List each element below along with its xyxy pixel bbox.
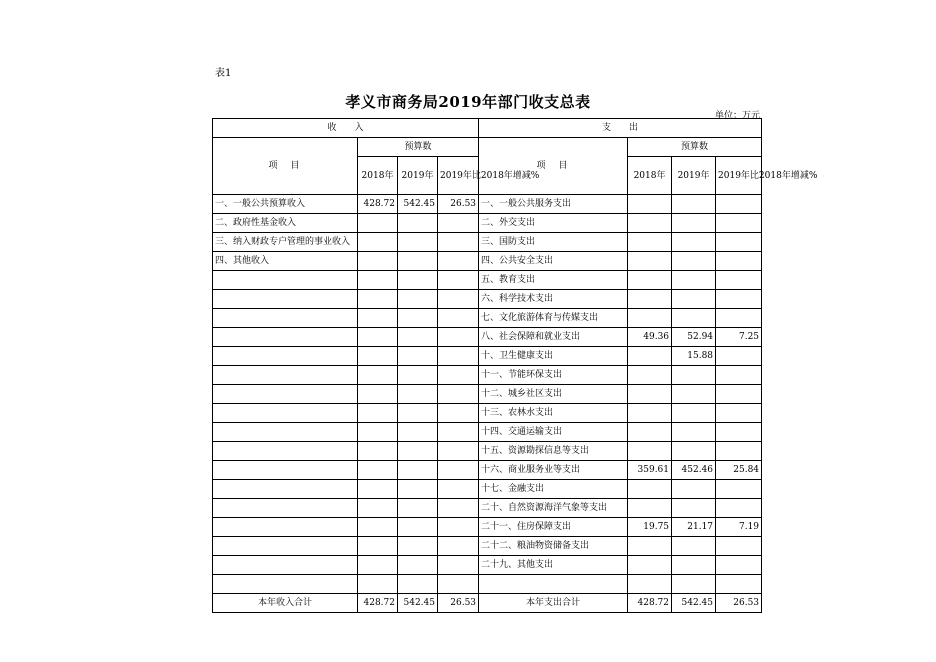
income-change-header: 2019年比2018年增减% [438,157,479,195]
expense-2018-value: 19.75 [628,518,672,537]
income-2018-value [358,366,398,385]
expense-change-value [716,423,762,442]
income-2019-value [398,290,438,309]
table-row [213,195,762,214]
income-2019-value [398,385,438,404]
expense-2018-value [628,271,672,290]
expense-change-value [716,347,762,366]
table-row [213,442,762,461]
expense-2018-value [628,290,672,309]
income-item-label [213,309,358,328]
expense-2018-value [628,195,672,214]
income-change-value [438,309,479,328]
expense-item-label: 十一、节能环保支出 [479,366,628,385]
table-row [213,575,762,594]
expense-2018-value [628,252,672,271]
table-row [213,404,762,423]
income-change-value [438,233,479,252]
expense-change-value [716,233,762,252]
income-item-label: 四、其他收入 [213,252,358,271]
income-2019-value [398,480,438,499]
income-change-value [438,537,479,556]
table-row [213,556,762,575]
budget-summary-table [212,118,818,613]
expense-item-label: 七、文化旅游体育与传媒支出 [479,309,628,328]
income-item-label [213,537,358,556]
expense-2018-value: 49.36 [628,328,672,347]
income-2019-value [398,404,438,423]
income-total-2018: 428.72 [358,594,398,613]
income-item-label [213,480,358,499]
income-item-label [213,442,358,461]
unit-label: 单位：万元 [714,111,760,121]
expense-2019-value [672,271,716,290]
income-2018-value [358,575,398,594]
expense-item-label: 二十一、住房保障支出 [479,518,628,537]
income-2018-value [358,385,398,404]
table-row [213,385,762,404]
income-2018-value [358,214,398,233]
income-change-value [438,423,479,442]
income-item-label [213,404,358,423]
income-change-value [438,556,479,575]
expense-2018-value [628,442,672,461]
expense-change-header: 2019年比2018年增减% [716,157,762,195]
income-change-value [438,461,479,480]
expense-2019-value [672,480,716,499]
income-item-label [213,366,358,385]
income-2018-header: 2018年 [358,157,398,195]
table-row [213,518,762,537]
income-2019-header: 2019年 [398,157,438,195]
expense-item-label: 二十二、粮油物资储备支出 [479,537,628,556]
expense-item-label: 四、公共安全支出 [479,252,628,271]
income-2018-value [358,480,398,499]
expense-item-label: 三、国防支出 [479,233,628,252]
expense-change-value [716,575,762,594]
income-change-value [438,252,479,271]
expense-2019-value [672,290,716,309]
table-row [213,290,762,309]
income-item-label [213,518,358,537]
expense-header: 支 出 [479,119,762,138]
expense-change-value [716,214,762,233]
income-item-label [213,347,358,366]
expense-2019-value [672,233,716,252]
income-2018-value [358,309,398,328]
income-2018-value [358,404,398,423]
income-2018-value [358,233,398,252]
expense-2018-value [628,233,672,252]
expense-item-label: 十二、城乡社区支出 [479,385,628,404]
income-total-2019: 542.45 [398,594,438,613]
income-item-label [213,461,358,480]
expense-item-label: 十三、农林水支出 [479,404,628,423]
income-change-value [438,214,479,233]
income-item-label [213,499,358,518]
expense-item-label: 十六、商业服务业等支出 [479,461,628,480]
income-change-value [438,328,479,347]
income-2018-value [358,442,398,461]
table-row [213,347,762,366]
expense-total-2019: 542.45 [672,594,716,613]
income-2019-value [398,252,438,271]
income-2019-value [398,461,438,480]
income-2019-value [398,366,438,385]
table-row [213,233,762,252]
table-id: 表1 [215,68,232,79]
expense-change-value [716,366,762,385]
table-row [213,499,762,518]
income-item-label [213,271,358,290]
expense-2019-value: 21.17 [672,518,716,537]
income-2019-value [398,575,438,594]
income-change-value [438,271,479,290]
income-2018-value [358,347,398,366]
expense-2018-value [628,366,672,385]
income-2019-value [398,309,438,328]
expense-change-value [716,309,762,328]
income-2018-value [358,537,398,556]
income-2018-value [358,328,398,347]
income-2019-value [398,442,438,461]
income-2019-value [398,347,438,366]
expense-item-label: 十五、资源勘探信息等支出 [479,442,628,461]
income-item-label [213,385,358,404]
income-change-value [438,575,479,594]
income-change-value [438,518,479,537]
income-item-label [213,290,358,309]
table-row [213,328,762,347]
expense-2019-value [672,556,716,575]
income-change-value: 26.53 [438,195,479,214]
income-item-label: 三、纳入财政专户管理的事业收入 [213,233,358,252]
expense-change-value: 7.25 [716,328,762,347]
expense-item-header: 项 目 [479,138,628,195]
table-row [213,214,762,233]
header-row-1 [213,119,762,138]
expense-2018-value [628,556,672,575]
expense-change-value [716,499,762,518]
income-2019-value [398,423,438,442]
income-change-value [438,404,479,423]
income-2019-value [398,499,438,518]
income-2018-value [358,271,398,290]
expense-2019-value [672,366,716,385]
expense-change-value [716,537,762,556]
expense-item-label: 六、科学技术支出 [479,290,628,309]
expense-change-value: 25.84 [716,461,762,480]
income-header: 收 入 [213,119,479,138]
expense-2018-value [628,385,672,404]
expense-item-label: 五、教育支出 [479,271,628,290]
income-change-value [438,347,479,366]
expense-2019-value [672,309,716,328]
income-change-value [438,442,479,461]
income-2019-value [398,537,438,556]
expense-2018-value [628,347,672,366]
expense-item-label: 十七、金融支出 [479,480,628,499]
expense-2018-value [628,480,672,499]
expense-change-value [716,480,762,499]
expense-change-value [716,404,762,423]
income-2019-value [398,556,438,575]
expense-total-change: 26.53 [716,594,762,613]
page-title: 孝义市商务局2019年部门收支总表 [345,93,591,111]
expense-2019-value [672,537,716,556]
income-2018-value [358,290,398,309]
income-item-label [213,556,358,575]
expense-2018-value [628,575,672,594]
expense-item-label: 十四、交通运输支出 [479,423,628,442]
income-change-value [438,499,479,518]
income-change-value [438,480,479,499]
expense-total-2018: 428.72 [628,594,672,613]
expense-2019-value [672,404,716,423]
expense-budget-header: 预算数 [628,138,762,157]
expense-2018-value [628,499,672,518]
income-item-label [213,328,358,347]
expense-2018-value [628,423,672,442]
income-2019-value [398,328,438,347]
expense-2019-value: 452.46 [672,461,716,480]
expense-2018-value [628,537,672,556]
expense-change-value [716,290,762,309]
income-item-label [213,423,358,442]
expense-2018-header: 2018年 [628,157,672,195]
table-row [213,271,762,290]
income-item-label [213,575,358,594]
totals-row [213,594,762,613]
income-change-value [438,385,479,404]
income-2018-value [358,499,398,518]
table-row [213,461,762,480]
header-row-2 [213,138,762,157]
expense-change-value [716,271,762,290]
expense-item-label: 二、外交支出 [479,214,628,233]
income-item-header: 项 目 [213,138,358,195]
expense-2019-value [672,575,716,594]
income-total-label: 本年收入合计 [213,594,358,613]
expense-2019-value: 52.94 [672,328,716,347]
expense-item-label: 二十、自然资源海洋气象等支出 [479,499,628,518]
expense-change-value [716,556,762,575]
income-budget-header: 预算数 [358,138,479,157]
income-2019-value [398,271,438,290]
expense-2018-value [628,309,672,328]
income-2018-value [358,518,398,537]
income-2019-value: 542.45 [398,195,438,214]
expense-change-value [716,195,762,214]
expense-change-value [716,252,762,271]
expense-item-label [479,575,628,594]
expense-2019-value [672,214,716,233]
income-change-value [438,366,479,385]
expense-2018-value [628,404,672,423]
expense-2018-value: 359.61 [628,461,672,480]
expense-2018-value [628,214,672,233]
table-row [213,537,762,556]
income-2019-value [398,214,438,233]
expense-total-label: 本年支出合计 [479,594,628,613]
table-row [213,423,762,442]
income-2018-value [358,556,398,575]
expense-change-value [716,385,762,404]
income-change-value [438,290,479,309]
table-row [213,252,762,271]
income-total-change: 26.53 [438,594,479,613]
expense-item-label: 八、社会保障和就业支出 [479,328,628,347]
expense-2019-header: 2019年 [672,157,716,195]
table-row [213,366,762,385]
expense-item-label: 一、一般公共服务支出 [479,195,628,214]
income-2018-value [358,423,398,442]
expense-2019-value [672,385,716,404]
income-2018-value: 428.72 [358,195,398,214]
expense-item-label: 十、卫生健康支出 [479,347,628,366]
expense-change-value: 7.19 [716,518,762,537]
income-item-label: 二、政府性基金收入 [213,214,358,233]
income-item-label: 一、一般公共预算收入 [213,195,358,214]
income-2019-value [398,518,438,537]
expense-item-label: 二十九、其他支出 [479,556,628,575]
expense-2019-value [672,442,716,461]
expense-2019-value [672,252,716,271]
expense-2019-value [672,195,716,214]
income-2019-value [398,233,438,252]
income-2018-value [358,461,398,480]
expense-2019-value: 15.88 [672,347,716,366]
table-row [213,309,762,328]
table-row [213,480,762,499]
expense-2019-value [672,499,716,518]
expense-change-value [716,442,762,461]
income-2018-value [358,252,398,271]
expense-2019-value [672,423,716,442]
